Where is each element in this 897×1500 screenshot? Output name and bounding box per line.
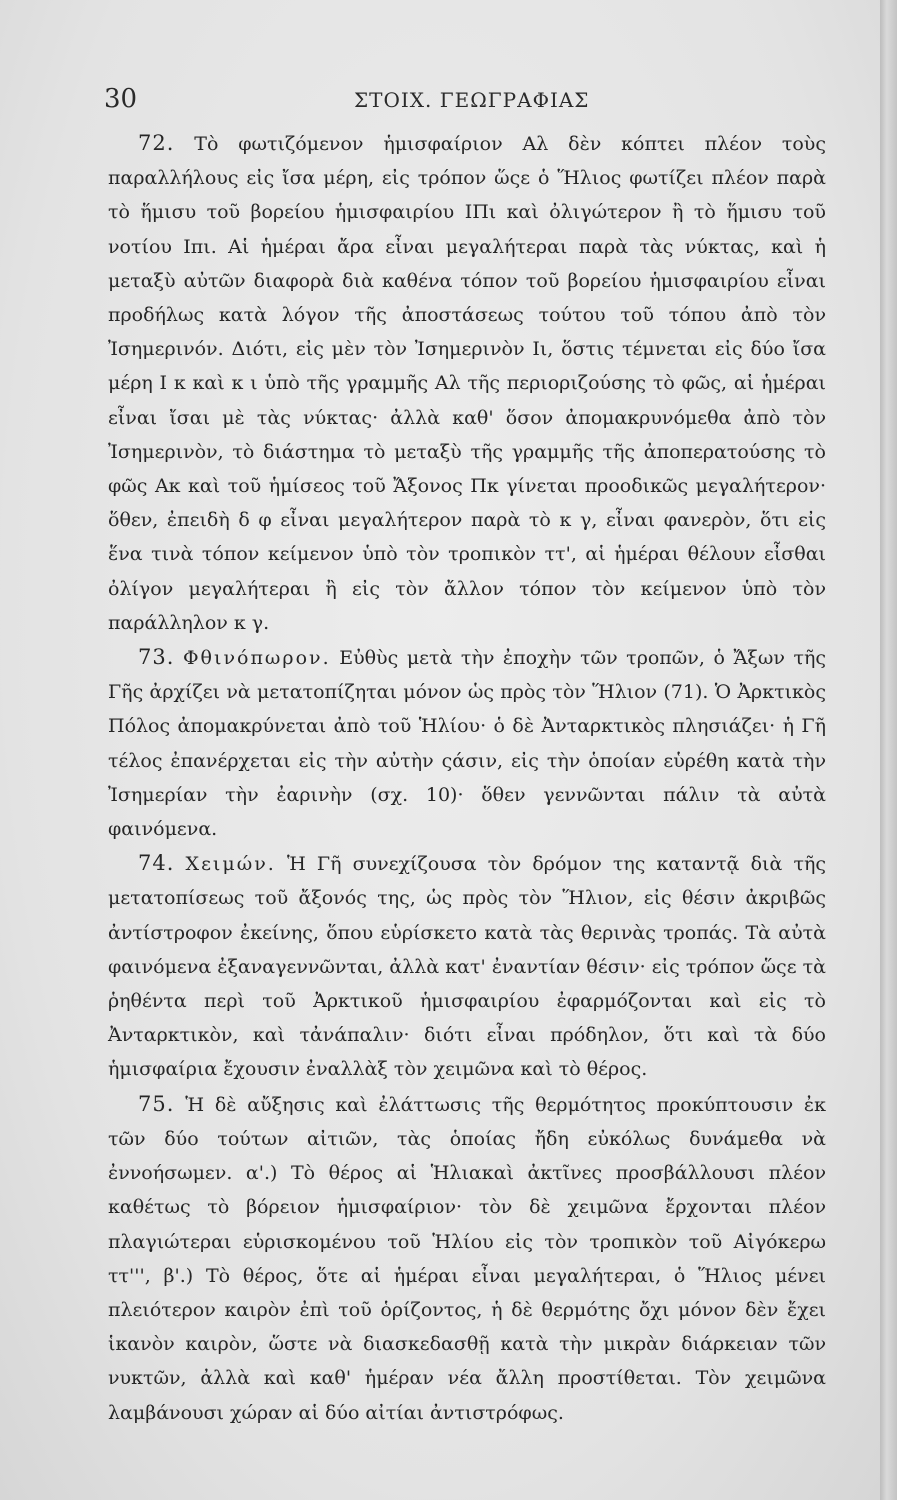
paragraph-number: 72. (138, 131, 175, 155)
page-edge-shadow (880, 0, 897, 1500)
paragraph-title: Φθινόπωρον. (182, 647, 331, 670)
paragraph-74 (108, 846, 826, 1086)
paragraph-text: Ἡ δὲ αὔξησις καὶ ἐλάττωσις τῆς θερμότητος προκύπτουσιν ἐκ τῶν δύο τούτων αἰτιῶν, τὰς ὁποίας ἤδη εὐκόλως δυνάμεθα νὰ ἐννοήσωμεν. α'.) Τὸ θέρος αἱ Ἡλιακαὶ ἀκτῖνες προσβάλλουσι πλέον καθέτως τὸ βόρειον ἡμισφαίριον· τὸν δὲ χειμῶνα ἔρχονται πλέον πλαγιώτεραι εὑρισκομένου τοῦ Ἡλίου εἰς τὸν τροπικὸν τοῦ Αἰγόκερω ττ''', β'.) Τὸ θέρος, ὅτε αἱ ἡμέραι εἶναι μεγαλήτεραι, ὁ Ἥλιος μένει πλειότερον καιρὸν ἐπὶ τοῦ ὁρίζοντος, ἡ δὲ θερμότης ὄχι μόνον δὲν ἔχει ἱκανὸν καιρὸν, ὥστε νὰ διασκεδασθῇ κατὰ τὴν μικρὰν διάρκειαν τῶν νυκτῶν, ἀλλὰ καὶ καθ' ἡμέραν νέα ἄλλη προστίθεται. Τὸν χειμῶνα λαμβάνουσι χώραν αἱ δύο αἰτίαι ἀντιστρόφως. (108, 1093, 827, 1424)
paragraph-73 (108, 640, 826, 846)
paragraph-number: 75. (138, 1091, 175, 1116)
body-text (108, 126, 826, 1430)
page-number: 30 (104, 84, 138, 114)
paragraph-text: Τὸ φωτιζόμενον ἡμισφαίριον Αλ δὲν κόπτει πλέον τοὺς παραλλήλους εἰς ἴσα μέρη, εἰς τρόπον ὥςε ὁ Ἥλιος φωτίζει πλέον παρὰ τὸ ἥμισυ τοῦ βορείου ἡμισφαιρίου ΙΠι καὶ ὀλιγώτερον ἢ τὸ ἥμισυ τοῦ νοτίου Ιπι. Αἱ ἡμέραι ἄρα εἶναι μεγαλήτεραι παρὰ τὰς νύκτας, καὶ ἡ μεταξὺ αὐτῶν διαφορὰ διὰ καθένα τόπον τοῦ βορείου ἡμισφαιρίου εἶναι προδήλως κατὰ λόγον τῆς ἀποστάσεως τούτου τοῦ τόπου ἀπὸ τὸν Ἰσημερινόν. Διότι, εἰς μὲν τὸν Ἰσημερινὸν Ιι, ὅστις τέμνεται εἰς δύο ἴσα μέρη Ι κ καὶ κ ι ὑπὸ τῆς γραμμῆς Αλ τῆς περιοριζούσης τὸ φῶς, αἱ ἡμέραι εἶναι ἴσαι μὲ τὰς νύκτας· ἀλλὰ καθ' ὅσον ἀπομακρυνόμεθα ἀπὸ τὸν Ἰσημερινὸν, τὸ διάστημα τὸ μεταξὺ τῆς γραμμῆς τῆς ἀποπερατούσης τὸ φῶς Ακ καὶ τοῦ ἡμίσεος τοῦ Ἄξονος Πκ γίνεται προοδικῶς μεγαλήτερον· ὅθεν, ἐπειδὴ δ φ εἶναι μεγαλήτερον παρὰ τὸ κ γ, εἶναι φανερὸν, ὅτι εἰς ἕνα τινὰ τόπον κείμενον ὑπὸ τὸν τροπικὸν ττ', αἱ ἡμέραι θέλουν εἶσθαι ὀλίγον μεγαλήτεραι ἢ εἰς τὸν ἄλλον τόπον τὸν κείμενον ὑπὸ τὸν παράλληλον κ γ. (108, 133, 826, 634)
paragraph-75 (108, 1087, 826, 1430)
paragraph-number: 74. (138, 851, 175, 876)
page-header (104, 84, 824, 120)
paragraph-text: Ἡ Γῆ συνεχίζουσα τὸν δρόμον της καταντᾷ διὰ τῆς μετατοπίσεως τοῦ ἄξονός της, ὡς πρὸς τὸν Ἥλιον, εἰς θέσιν ἀκριβῶς ἀντίστροφον ἐκείνης, ὅπου εὑρίσκετο κατὰ τὰς θερινὰς τροπάς. Τὰ αὐτὰ φαινόμενα ἐξαναγεννῶνται, ἀλλὰ κατ' ἐναντίαν θέσιν· εἰς τρόπον ὥςε τὰ ῥηθέντα περὶ τοῦ Ἀρκτικοῦ ἡμισφαιρίου ἐφαρμόζονται καὶ εἰς τὸ Ἀνταρκτικὸν, καὶ τἀνάπαλιν· διότι εἶναι πρόδηλον, ὅτι καὶ τὰ δύο ἡμισφαίρια ἔχουσιν ἐναλλὰξ τὸν χειμῶνα καὶ τὸ θέρος. (108, 853, 826, 1081)
paragraph-title: Χειμών. (185, 853, 276, 876)
paragraph-text: Εὐθὺς μετὰ τὴν ἐποχὴν τῶν τροπῶν, ὁ Ἄξων τῆς Γῆς ἀρχίζει νὰ μετατοπίζηται μόνον ὡς πρὸς τὸν Ἥλιον (71). Ὁ Ἀρκτικὸς Πόλος ἀπομακρύνεται ἀπὸ τοῦ Ἡλίου· ὁ δὲ Ἀνταρκτικὸς πλησιάζει· ἡ Γῆ τέλος ἐπανέρχεται εἰς τὴν αὐτὴν ςάσιν, εἰς τὴν ὁποίαν εὑρέθη κατὰ τὴν Ἰσημερίαν τὴν ἐαρινὴν (σχ. 10)· ὅθεν γεννῶνται πάλιν τὰ αὐτὰ φαινόμενα. (108, 647, 827, 841)
paragraph-number: 73. (138, 645, 175, 670)
running-title: ΣΤΟΙΧ. ΓΕΩΓΡΑΦΙΑΣ (354, 88, 590, 112)
paragraph-72 (108, 126, 826, 640)
